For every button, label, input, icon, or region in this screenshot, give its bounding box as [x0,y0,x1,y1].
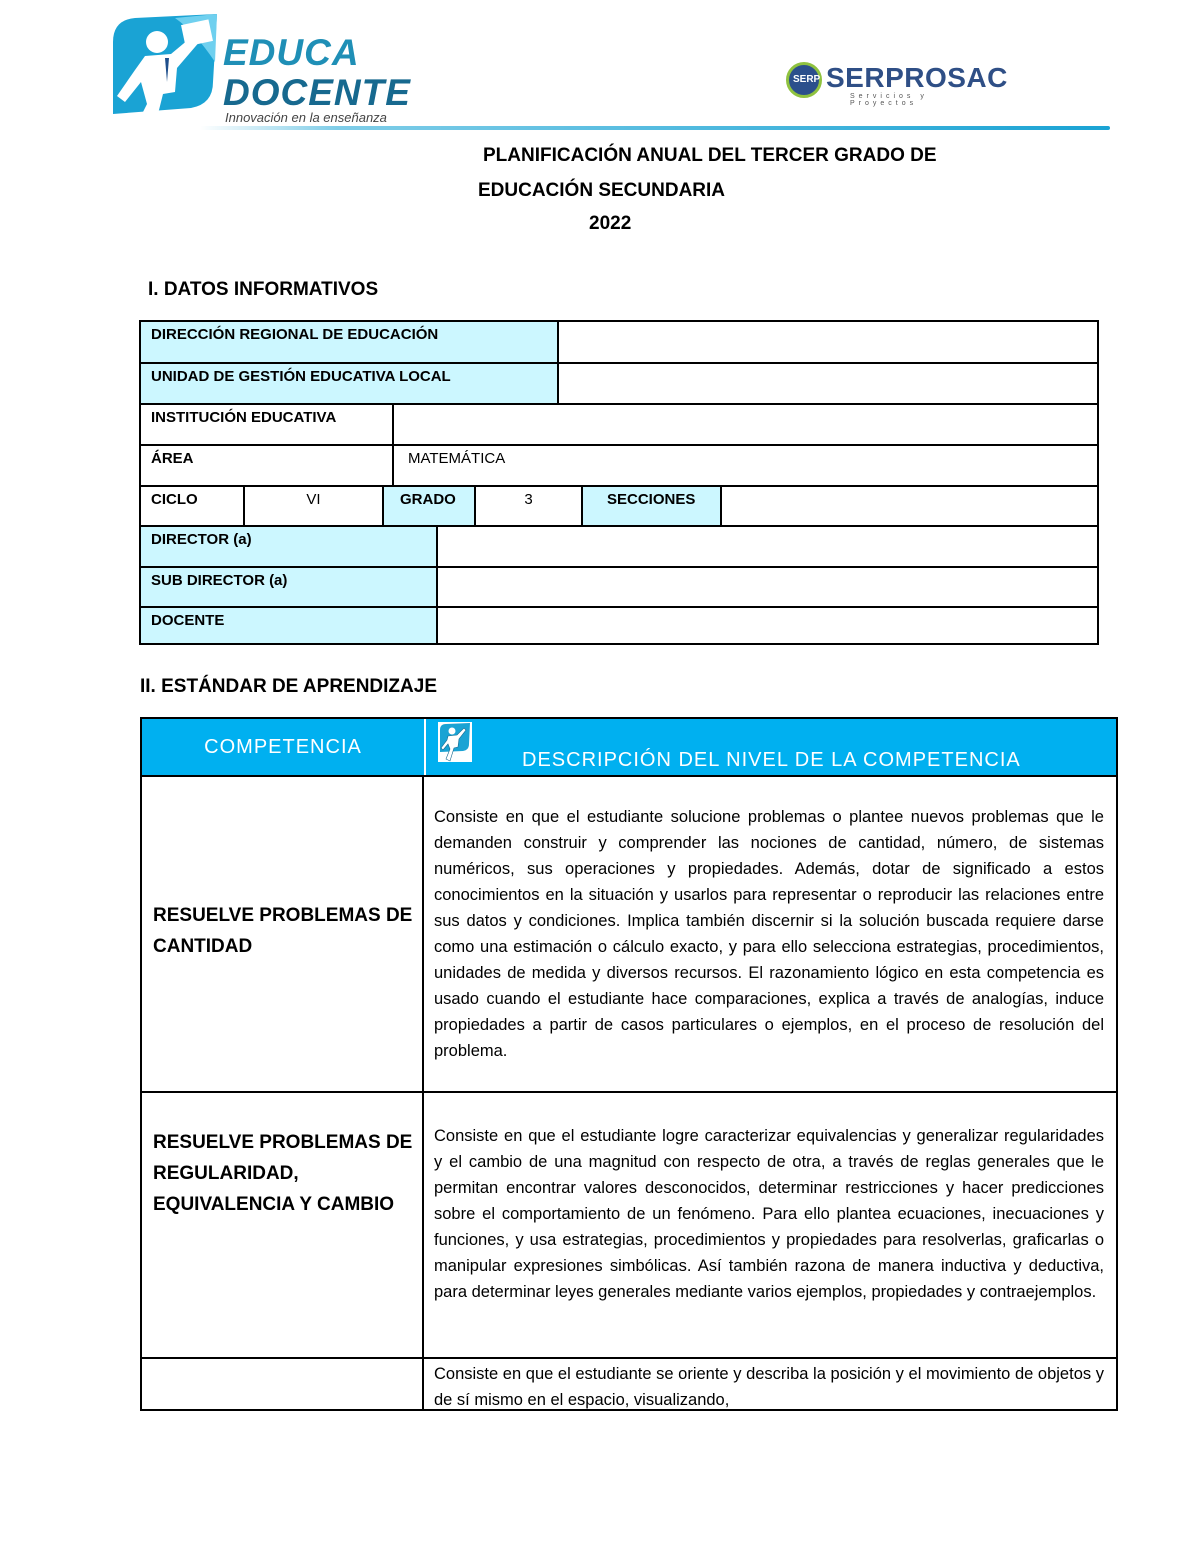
label-docente: DOCENTE [141,606,436,643]
estandar-aprendizaje-table [140,717,1118,1411]
logo-tagline: Innovación en la enseñanza [225,110,387,125]
serprosac-logo [786,60,1008,107]
logo-word-docente: DOCENTE [223,72,411,113]
header-descripcion-cell [426,719,1116,775]
label-ie: INSTITUCIÓN EDUCATIVA [141,403,392,444]
teacher-figure-icon [105,12,225,140]
descripcion-text: Consiste en que el estudiante solucione problemas o plantee nuevos problemas que le demanden construir y comprender las nociones de cantidad, número, de sistemas numéricos, sus operaciones y propiedades. Además, dotar de significado a estos conocimientos en la situación y usarlos para representar o reproducir las relaciones entre sus datos y condiciones. Implica también discernir si la solución buscada requiere darse como una estimación o cálculo exacto, y para ello selecciona estrategias, procedimientos, unidades de medida y diversos recursos. El razonamiento lógico en esta competencia es usado cuando el estudiante hace comparaciones, explica a través de analogías, induce propiedades a partir de casos particulares o ejemplos, en el proceso de resolución del problema. [434,808,1104,1060]
table-row [142,1091,1116,1357]
label-dre: DIRECCIÓN REGIONAL DE EDUCACIÓN [141,322,557,362]
value-ie[interactable] [392,403,1099,444]
teacher-figure-icon [438,722,472,762]
value-area[interactable]: MATEMÁTICA [392,444,1099,485]
header-competencia: COMPETENCIA [204,736,362,758]
section-2-heading: II. ESTÁNDAR DE APRENDIZAJE [140,676,437,697]
datos-informativos-table [139,320,1099,645]
header-divider [200,126,1110,130]
title-line-2: EDUCACIÓN SECUNDARIA [478,180,726,201]
serprosac-name: SERPROSAC [826,62,1008,93]
label-subdirector: SUB DIRECTOR (a) [141,566,436,606]
section-1-heading: I. DATOS INFORMATIVOS [148,279,379,300]
logo-word-educa: EDUCA [223,32,360,73]
value-secciones[interactable] [720,485,1099,525]
descripcion-text: Consiste en que el estudiante se oriente y describa la posición y el movimiento de objetos y de sí mismo en el espacio, visualizando, [434,1365,1104,1409]
label-director: DIRECTOR (a) [141,525,436,566]
label-ciclo: CICLO [141,485,243,525]
value-ciclo[interactable]: VI [243,485,382,525]
value-docente[interactable] [436,606,1099,643]
value-ugel[interactable] [557,362,1099,403]
competencia-text: RESUELVE PROBLEMAS DE REGULARIDAD, EQUIVALENCIA Y CAMBIO [153,1132,413,1215]
serprosac-subtitle: Servicios y Proyectos [850,93,928,107]
value-grado[interactable]: 3 [474,485,581,525]
header-descripcion: DESCRIPCIÓN DEL NIVEL DE LA COMPETENCIA [522,749,1021,771]
label-area: ÁREA [141,444,392,485]
educa-docente-logo [105,12,411,140]
table-row [142,775,1116,1091]
value-director[interactable] [436,525,1099,566]
title-line-1: PLANIFICACIÓN ANUAL DEL TERCER GRADO DE [483,145,937,166]
title-year: 2022 [589,213,632,234]
label-grado: GRADO [382,485,474,525]
competencia-cell [142,1359,424,1411]
competencia-cell [142,777,424,1091]
competencia-cell [142,1093,424,1357]
badge-text: SERP [793,74,821,85]
value-subdirector[interactable] [436,566,1099,606]
serprosac-badge-icon [786,62,822,98]
table-header [142,719,1116,775]
label-secciones: SECCIONES [581,485,720,525]
competencia-text: RESUELVE PROBLEMAS DE CANTIDAD [153,905,413,957]
table-row [142,1357,1116,1411]
descripcion-text: Consiste en que el estudiante logre caracterizar equivalencias y generalizar regularidades y el cambio de una magnitud con respecto de otra, a través de reglas generales que le permitan encontrar valores desconocidos, determinar restricciones y hacer predicciones sobre el comportamiento de un fenómeno. Para ello plantea ecuaciones, inecuaciones y funciones, y usa estrategias, procedimientos y propiedades para resolverlas, graficarlas o manipular expresiones simbólicas. Así también razona de manera inductiva y deductiva, para determinar leyes generales mediante varios ejemplos, propiedades y contraejemplos. [434,1127,1104,1301]
label-ugel: UNIDAD DE GESTIÓN EDUCATIVA LOCAL [141,362,557,403]
value-dre[interactable] [557,322,1099,362]
